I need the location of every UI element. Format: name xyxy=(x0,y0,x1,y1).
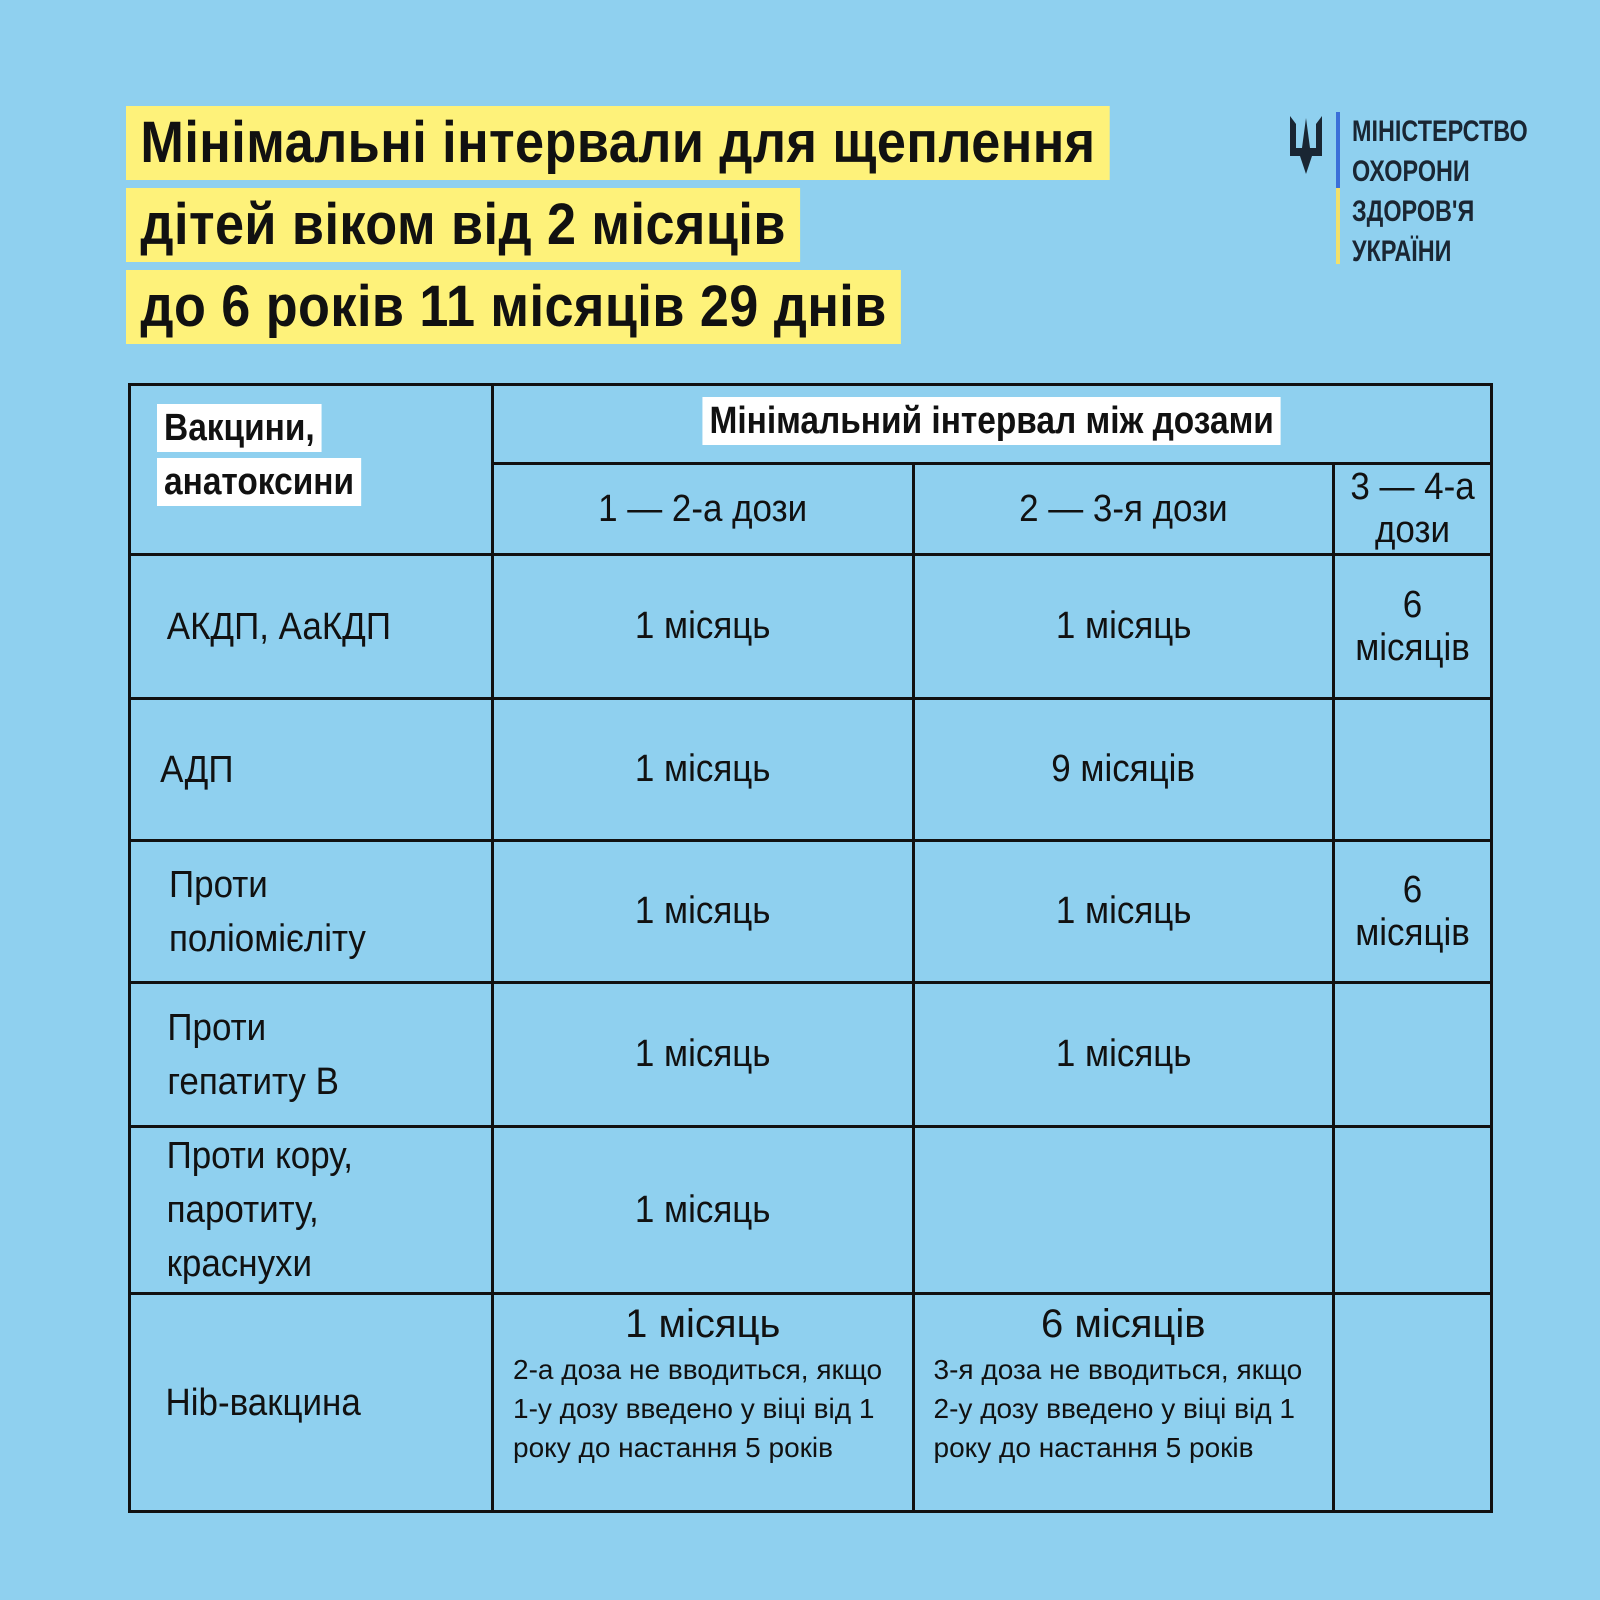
interval-cell: 1 місяць xyxy=(493,555,914,699)
interval-cell: 1 місяць xyxy=(913,983,1333,1127)
interval-note: 3-я доза не вводиться, якщо 2-у дозу введено у віці від 1 року до настання 5 років xyxy=(933,1354,1303,1463)
intervals-table xyxy=(128,383,1493,1513)
interval-cell: 1 місяць 2-а доза не вводиться, якщо 1-у дозу введено у віці від 1 року до настання 5 років xyxy=(493,1294,914,1512)
title-line-1: Мінімальні інтервали для щеплення xyxy=(126,106,1110,180)
interval-cell: 6 місяців xyxy=(1333,841,1491,983)
title-line-2: дітей віком від 2 місяців xyxy=(126,188,800,262)
interval-cell: 1 місяць xyxy=(913,555,1333,699)
column-header: 1 — 2-а дози xyxy=(493,464,914,555)
trident-coat-of-arms-icon xyxy=(1286,112,1326,182)
table-row xyxy=(130,699,1492,841)
interval-cell: 1 місяць xyxy=(493,983,914,1127)
vaccine-name: Hib-вакцина xyxy=(130,1294,493,1512)
logo-text: МІНІСТЕРСТВО ОХОРОНИ ЗДОРОВ'Я УКРАЇНИ xyxy=(1352,115,1528,268)
group-header: Мінімальний інтервал між дозами xyxy=(493,385,1492,464)
interval-cell xyxy=(1333,699,1491,841)
table-row xyxy=(130,555,1492,699)
interval-note: 2-а доза не вводиться, якщо 1-у дозу введено у віці від 1 року до настання 5 років xyxy=(513,1354,883,1463)
interval-cell: 1 місяць xyxy=(493,1127,914,1294)
ministry-logo xyxy=(1286,112,1577,272)
title-line-3: до 6 років 11 місяців 29 днів xyxy=(126,270,901,344)
interval-cell: 1 місяць xyxy=(493,699,914,841)
vaccine-name: Проти гепатиту В xyxy=(130,983,493,1127)
vaccine-name: Проти поліомієліту xyxy=(130,841,493,983)
table-row xyxy=(130,983,1492,1127)
vaccine-name: Проти кору, паротиту, краснухи xyxy=(130,1127,493,1294)
table-row xyxy=(130,1294,1492,1512)
interval-cell: 6 місяців 3-я доза не вводиться, якщо 2-у дозу введено у віці від 1 року до настання 5 років xyxy=(913,1294,1333,1512)
interval-cell: 6 місяців xyxy=(1333,555,1491,699)
corner-header: Вакцини, анатоксини xyxy=(130,385,493,555)
page-title xyxy=(126,106,1219,352)
table-row xyxy=(130,841,1492,983)
interval-cell xyxy=(1333,983,1491,1127)
table-row xyxy=(130,1127,1492,1294)
interval-cell: 1 місяць xyxy=(913,841,1333,983)
logo-divider xyxy=(1336,112,1340,264)
column-header: 2 — 3-я дози xyxy=(913,464,1333,555)
interval-cell xyxy=(1333,1294,1491,1512)
interval-cell: 9 місяців xyxy=(913,699,1333,841)
interval-cell: 1 місяць xyxy=(493,841,914,983)
interval-cell xyxy=(913,1127,1333,1294)
vaccine-name: АКДП, АаКДП xyxy=(130,555,493,699)
vaccine-name: АДП xyxy=(130,699,493,841)
column-header: 3 — 4-а дози xyxy=(1333,464,1491,555)
interval-cell xyxy=(1333,1127,1491,1294)
